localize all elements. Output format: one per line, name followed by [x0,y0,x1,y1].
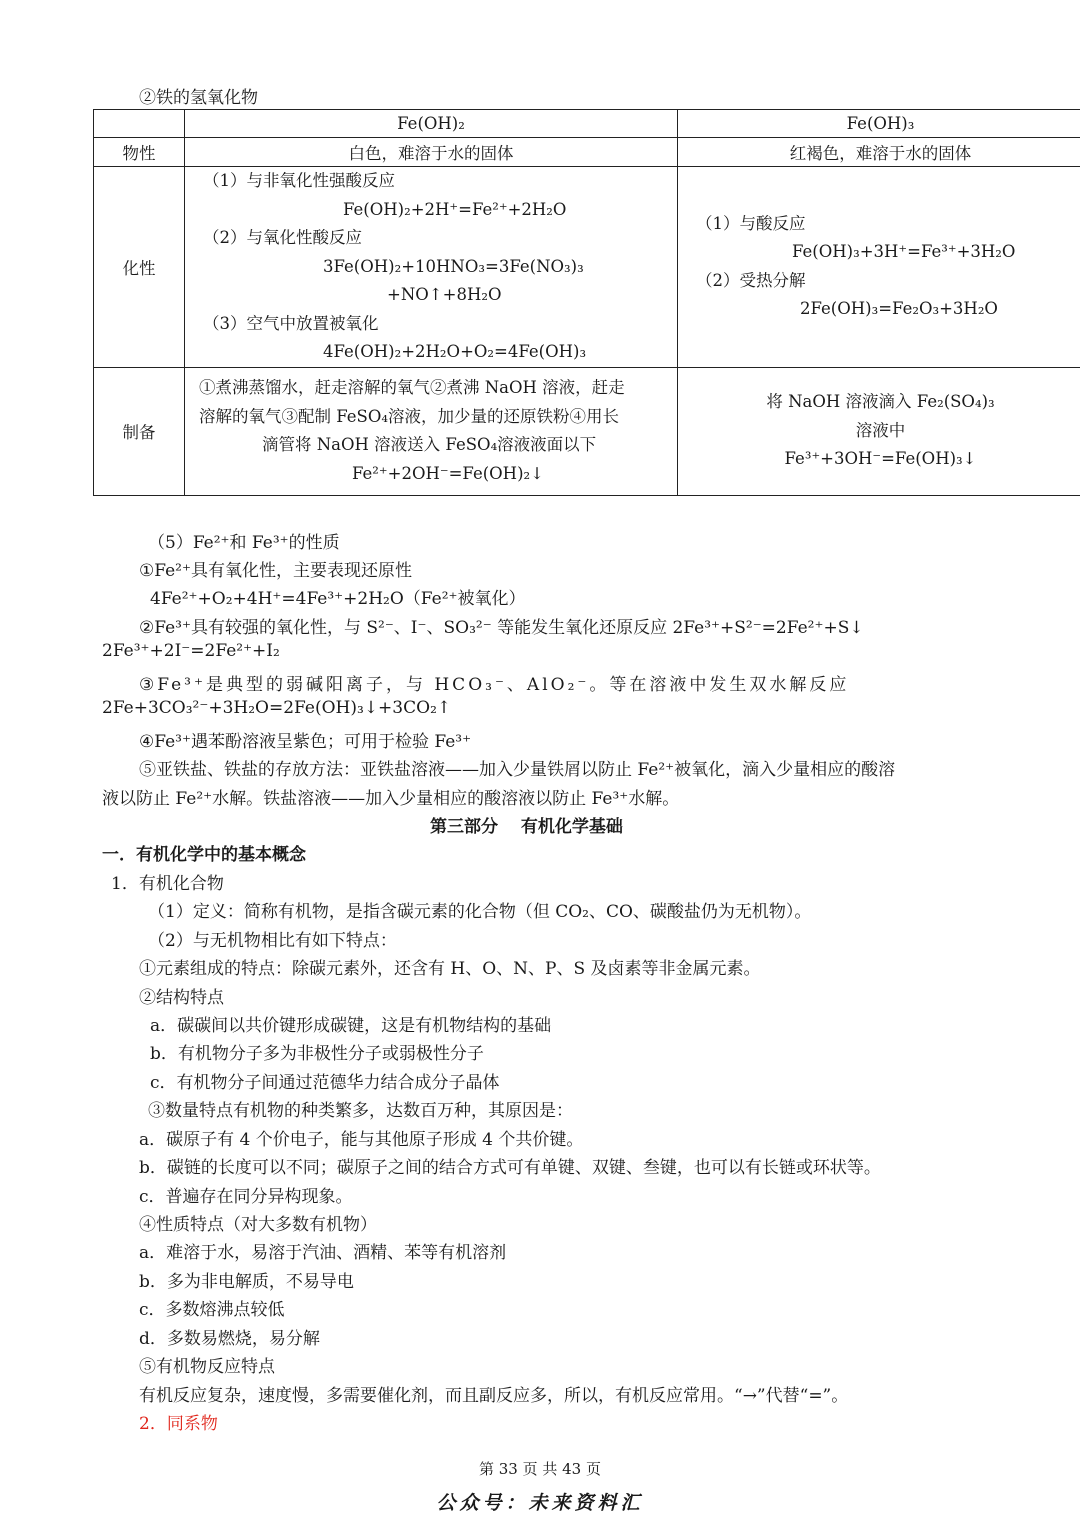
chem-line: （2）与氧化性酸反应 [203,228,362,247]
corner-cell [94,110,185,138]
storage-method-line1: ⑤亚铁盐、铁盐的存放方法：亚铁盐溶液——加入少量铁屑以防止 Fe²⁺被氧化，滴入少量相应的酸溶 [139,760,896,780]
chemical-fe-oh-2 [185,167,678,368]
storage-method-line2: 液以防止 Fe²⁺水解。铁盐溶液——加入少量相应的酸溶液以防止 Fe³⁺水解。 [102,789,680,809]
structure-b: b．有机物分子多为非极性分子或弱极性分子 [150,1044,484,1064]
row-label-preparation: 制备 [94,367,185,495]
fe3-iodide-equation: 2Fe³⁺+2I⁻=2Fe²⁺+I₂ [102,641,280,661]
fe-ions-heading: （5）Fe²⁺和 Fe³⁺的性质 [148,533,340,553]
chem-equation: 2Fe(OH)₃=Fe₂O₃+3H₂O [800,299,998,319]
structure-heading: ②结构特点 [139,988,224,1008]
reaction-description: 有机反应复杂，速度慢，多需要催化剂，而且副反应多，所以，有机反应常用。“→”代替“=”。 [139,1386,849,1406]
structure-c: c．有机物分子间通过范德华力结合成分子晶体 [150,1073,500,1093]
row-label-physical: 物性 [94,138,185,167]
part3-title: 第三部分 有机化学基础 [430,817,623,837]
preparation-fe-oh-3 [678,367,1080,495]
row-physical [94,138,1080,167]
prep-equation: Fe³⁺+3OH⁻=Fe(OH)₃↓ [784,449,977,469]
organic-definition: （1）定义：简称有机物，是指含碳元素的化合物（但 CO₂、CO、碳酸盐仍为无机物）。 [148,902,812,922]
iron-hydroxide-table [93,109,1080,496]
property-d: d．多数易燃烧，易分解 [139,1329,320,1349]
prep-line: 滴管将 NaOH 溶液送入 FeSO₄溶液液面以下 [262,435,597,454]
quantity-a: a．碳原子有 4 个价电子，能与其他原子形成 4 个共价键。 [139,1130,584,1150]
chem-equation: Fe(OH)₃+3H⁺=Fe³⁺+3H₂O [792,242,1016,262]
property-c: c．多数熔沸点较低 [139,1300,285,1320]
chem-equation: Fe(OH)₂+2H⁺=Fe²⁺+2H₂O [343,199,567,219]
chem-equation: 3Fe(OH)₂+10HNO₃=3Fe(NO₃)₃ [323,256,584,276]
chemical-fe-oh-3 [678,167,1080,368]
fe3-oxidizing-line [139,613,977,638]
chem-line: （2）受热分解 [696,270,806,290]
table-header-row [94,110,1080,138]
fe2-property: ①Fe²⁺具有氧化性，主要表现还原性 [139,561,412,581]
prep-line: 溶液中 [855,420,906,440]
footer-signature: 公众号：未来资料汇 [436,1492,644,1514]
chem-equation: +NO↑+8H₂O [387,285,502,304]
physical-fe-oh-3: 红褐色，难溶于水的固体 [678,138,1080,167]
property-b: b．多为非电解质，不易导电 [139,1272,354,1292]
chem-equation: 4Fe(OH)₂+2H₂O+O₂=4Fe(OH)₃ [323,342,587,361]
quantity-b: b．碳链的长度可以不同；碳原子之间的结合方式可有单键、双键、叁键，也可以有长链或环状等。 [139,1158,881,1178]
property-a: a．难溶于水，易溶于汽油、酒精、苯等有机溶剂 [139,1243,507,1263]
preparation-fe-oh-2 [185,367,678,495]
prep-line: 溶解的氧气③配制 FeSO₄溶液，加少量的还原铁粉④用长 [199,406,620,426]
chem-line: （1）与非氧化性强酸反应 [203,171,395,190]
fe3-oxidizing-text: ②Fe³⁺具有较强的氧化性，与 S²⁻、I⁻、SO₃²⁻ 等能发生氧化还原反应 2Fe³⁺+S²⁻=2Fe²⁺+S↓ [139,618,864,638]
page-number: 第 33 页 共 43 页 [478,1460,601,1478]
row-preparation [94,367,1080,495]
col-header-fe-oh-3: Fe(OH)₃ [678,110,1080,138]
property-heading: ④性质特点（对大多数有机物） [139,1215,377,1235]
chem-line: （1）与酸反应 [696,213,806,233]
reaction-heading: ⑤有机物反应特点 [139,1357,275,1377]
section1-heading: 一．有机化学中的基本概念 [102,845,306,865]
row-label-chemical: 化性 [94,167,185,368]
fe3-hydrolysis-line: ③Fe³⁺是典型的弱碱阳离子，与 HCO₃⁻、AlO₂⁻。等在溶液中发生双水解反应 [139,675,850,695]
organic-features-intro: （2）与无机物相比有如下特点： [148,931,397,951]
structure-a: a．碳碳间以共价键形成碳键，这是有机物结构的基础 [150,1016,552,1036]
fe3-hydrolysis-equation: 2Fe+3CO₃²⁻+3H₂O=2Fe(OH)₃↓+3CO₂↑ [102,698,452,718]
row-chemical [94,167,1080,368]
fe3-phenol-test: ④Fe³⁺遇苯酚溶液呈紫色；可用于检验 Fe³⁺ [139,732,472,752]
quantity-c: c．普遍存在同分异构现象。 [139,1187,353,1207]
prep-line: ①煮沸蒸馏水，赶走溶解的氧气②煮沸 NaOH 溶液，赶走 [199,378,625,397]
prep-line: 将 NaOH 溶液滴入 Fe₂(SO₄)₃ [766,392,995,412]
fe2-oxidation-equation: 4Fe²⁺+O₂+4H⁺=4Fe³⁺+2H₂O（Fe²⁺被氧化） [150,589,526,609]
organic-compound-heading: 1．有机化合物 [111,874,224,894]
physical-fe-oh-2: 白色，难溶于水的固体 [185,138,678,167]
prep-equation: Fe²⁺+2OH⁻=Fe(OH)₂↓ [352,463,544,483]
chem-line: （3）空气中放置被氧化 [203,313,379,333]
quantity-heading: ③数量特点有机物的种类繁多，达数百万种，其原因是： [148,1101,573,1121]
element-composition: ①元素组成的特点：除碳元素外，还含有 H、O、N、P、S 及卤素等非金属元素。 [139,959,761,979]
homolog-heading: 2．同系物 [139,1414,218,1434]
table-title: ②铁的氢氧化物 [139,88,258,108]
col-header-fe-oh-2: Fe(OH)₂ [185,110,678,138]
